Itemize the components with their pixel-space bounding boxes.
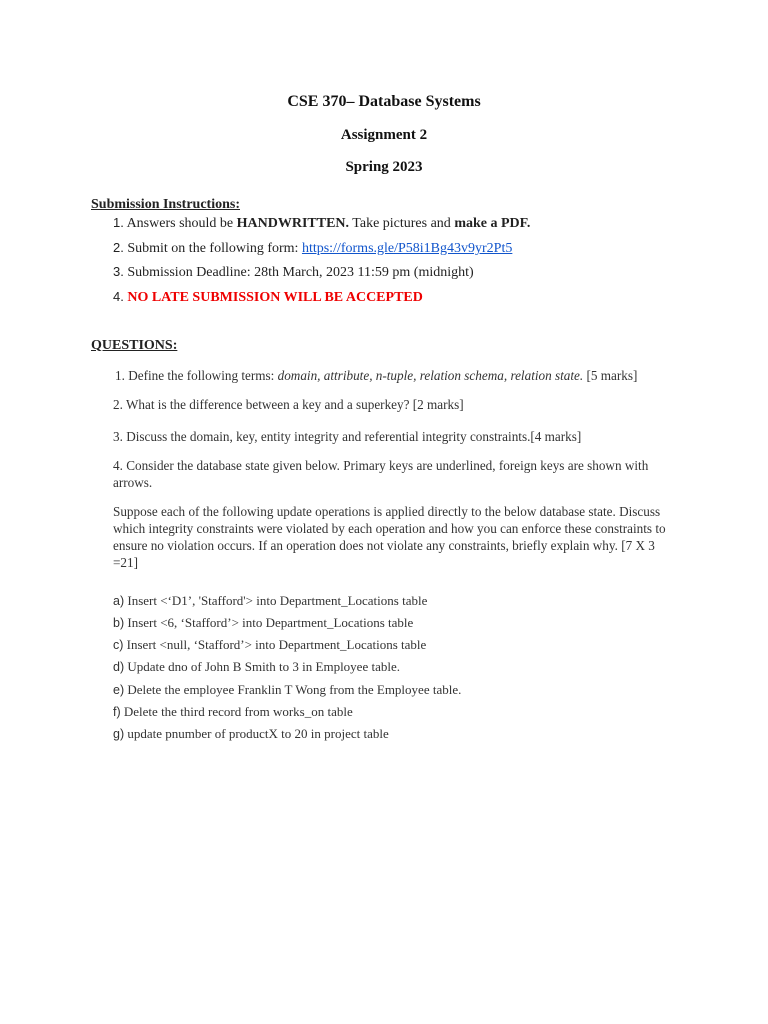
operation-text: Insert <null, ‘Stafford’> into Department_Locations table [123,637,427,652]
operation-label: g) [113,727,125,741]
questions-heading: QUESTIONS: [91,338,178,353]
question-1 [115,367,685,384]
instruction-number: 1. [113,215,124,230]
instruction-text: Take pictures and [349,216,455,231]
operation-f [113,704,353,720]
operation-text: Update dno of John B Smith to 3 in Employee table. [124,659,400,674]
operation-b [113,615,413,631]
question-marks: [5 marks] [583,368,638,383]
operation-label: a) [113,594,125,608]
instruction-text: Submission Deadline: 28th March, 2023 11:59 pm (midnight) [123,265,474,280]
question-3: 3. Discuss the domain, key, entity integrity and referential integrity constraints.[4 marks] [113,429,582,444]
instruction-2 [113,240,512,257]
operation-label: b) [113,616,125,630]
assignment-title: Assignment 2 [340,127,428,143]
operation-label: c) [113,638,124,652]
question-2: 2. What is the difference between a key and a superkey? [2 marks] [113,397,464,412]
instruction-number: 3. [113,264,124,279]
form-link[interactable]: https://forms.gle/P58i1Bg43v9yr2Pt5 [301,241,513,256]
instruction-1 [113,215,530,232]
operation-label: d) [113,660,125,674]
question-4-detail: Suppose each of the following update operations is applied directly to the below database state. Discuss which integrity constraints were violated by each operation and how you can enforce these constraints to ensure no violation occurs. If an operation does not violate any constraints, briefly explain why. [7 X 3 =21] [113,504,666,570]
question-text: 1. Define the following terms: [115,368,278,383]
operation-c [113,637,426,653]
instruction-text: Answers should be [123,216,237,231]
instruction-emphasis: make a PDF. [454,216,531,231]
operation-d [113,659,400,675]
operation-g [113,726,389,742]
instruction-text: Submit on the following form: [123,241,302,256]
instruction-emphasis: HANDWRITTEN. [236,216,350,231]
operation-label: f) [113,705,121,719]
course-title: CSE 370– Database Systems [287,93,481,110]
operation-text: Insert <6, ‘Stafford’> into Department_Locations table [124,615,414,630]
instruction-3 [113,264,474,281]
operation-text: Delete the employee Franklin T Wong from the Employee table. [124,682,462,697]
question-4: 4. Consider the database state given below. Primary keys are underlined, foreign keys are shown with arrows. [113,458,649,490]
late-submission-warning: NO LATE SUBMISSION WILL BE ACCEPTED [123,290,423,305]
operation-text: Delete the third record from works_on table [120,704,353,719]
term-title: Spring 2023 [345,159,423,175]
instruction-number: 2. [113,240,124,255]
question-terms: domain, attribute, n-tuple, relation schema, relation state. [277,368,584,383]
operation-text: update pnumber of productX to 20 in project table [124,726,389,741]
operation-text: Insert <‘D1’, 'Stafford'> into Department_Locations table [124,593,428,608]
operation-e [113,682,461,698]
instruction-4 [113,289,423,306]
instruction-number: 4. [113,289,124,304]
operation-label: e) [113,683,125,697]
operation-a [113,593,427,609]
submission-heading: Submission Instructions: [91,197,240,212]
